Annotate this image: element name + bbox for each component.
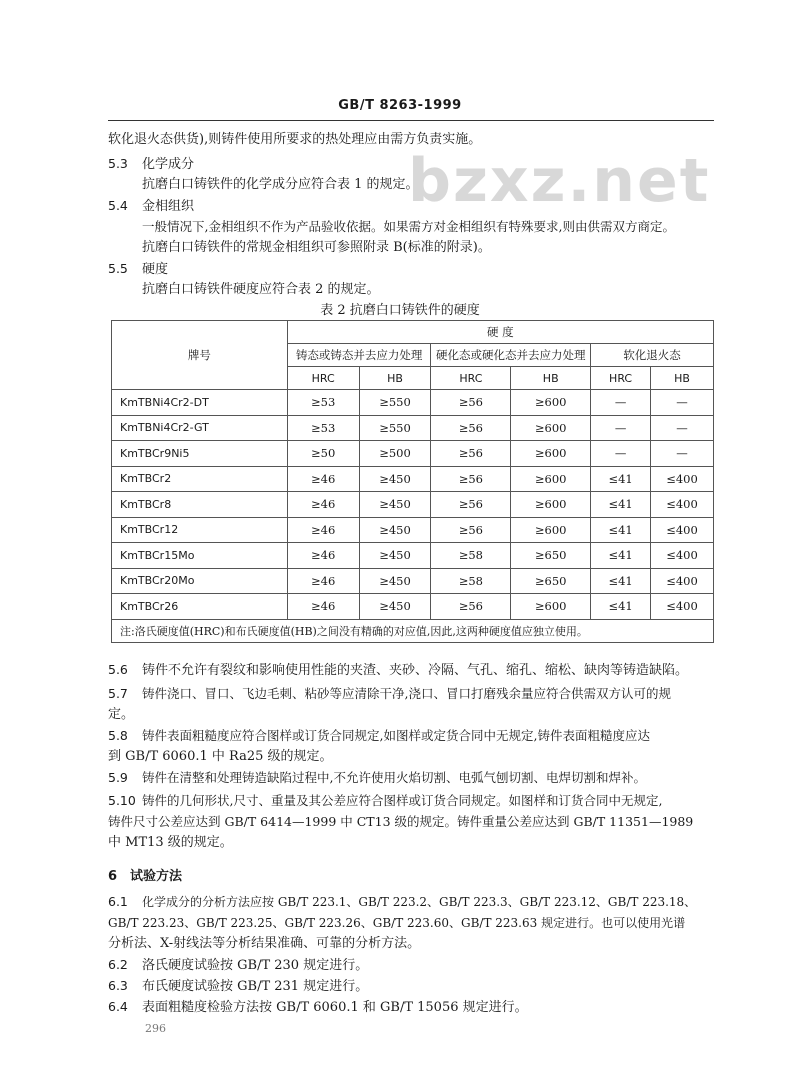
grade-cell: KmTBCr20Mo [112, 568, 288, 594]
table-cell: ≥50 [287, 441, 359, 467]
group-header-as-cast: 铸态或铸态并去应力处理 [287, 344, 431, 367]
section-text: 铸件不允许有裂纹和影响使用性能的夹渣、夹砂、冷隔、气孔、缩孔、缩松、缺肉等铸造缺陷。 [142, 663, 689, 678]
table-cell: — [591, 390, 651, 416]
section-number: 5.7 [108, 686, 128, 701]
table-cell: — [591, 415, 651, 441]
column-header-hardness: 硬 度 [287, 321, 713, 344]
group-header-hardened: 硬化态或硬化态并去应力处理 [431, 344, 591, 367]
section-5-10 [108, 792, 662, 810]
table-caption: 表 2 抗磨白口铸铁件的硬度 [320, 303, 480, 318]
table-cell: ≤41 [591, 568, 651, 594]
grade-cell: KmTBCr9Ni5 [112, 441, 288, 467]
grade-cell: KmTBNi4Cr2-GT [112, 415, 288, 441]
table-cell: ≤41 [591, 517, 651, 543]
table-cell: ≤400 [651, 466, 714, 492]
section-5-5-heading [108, 260, 168, 279]
table-cell: — [651, 390, 714, 416]
grade-cell: KmTBCr26 [112, 594, 288, 620]
section-5-4-body-1: 一般情况下,金相组织不作为产品验收依据。如果需方对金相组织有特殊要求,则由供需双方商定。 [142, 219, 675, 234]
section-number: 5.4 [108, 198, 128, 213]
table-cell: — [651, 415, 714, 441]
table-row [112, 441, 714, 467]
table-cell: ≥500 [359, 441, 431, 467]
grade-cell: KmTBNi4Cr2-DT [112, 390, 288, 416]
unit-header: HB [359, 367, 431, 390]
section-6-heading [108, 868, 182, 886]
table-cell: ≤400 [651, 594, 714, 620]
section-number: 5.9 [108, 770, 128, 785]
header-rule [108, 120, 714, 121]
table-cell: ≥46 [287, 492, 359, 518]
table-cell: ≥46 [287, 543, 359, 569]
table-cell: — [591, 441, 651, 467]
table-cell: ≥56 [431, 415, 511, 441]
grade-cell: KmTBCr8 [112, 492, 288, 518]
section-number: 6.4 [108, 999, 128, 1014]
table-cell: ≥56 [431, 492, 511, 518]
section-6-1-cont-2: 分析法、X-射线法等分析结果准确、可靠的分析方法。 [108, 936, 421, 951]
table-cell: ≥56 [431, 594, 511, 620]
section-title: 试验方法 [130, 869, 183, 884]
section-6-4 [108, 998, 528, 1017]
table-cell: ≤41 [591, 594, 651, 620]
section-number: 5.3 [108, 156, 128, 171]
table-cell: ≥46 [287, 568, 359, 594]
section-6-1-cont-1: GB/T 223.23、GB/T 223.25、GB/T 223.26、GB/T 223.60、GB/T 223.63 规定进行。也可以使用光谱 [108, 916, 686, 930]
section-title: 硬度 [142, 262, 169, 277]
table-cell: ≥58 [431, 543, 511, 569]
paragraph-continued: 软化退火态供货),则铸件使用所要求的热处理应由需方负责实施。 [108, 132, 482, 147]
table-note: 注:洛氏硬度值(HRC)和布氏硬度值(HB)之间没有精确的对应值,因此,这两种硬度值应独立使用。 [112, 619, 714, 642]
unit-header: HRC [431, 367, 511, 390]
table-cell: ≤400 [651, 568, 714, 594]
section-5-5-body: 抗磨白口铸铁件硬度应符合表 2 的规定。 [142, 282, 380, 297]
section-5-4-body-2: 抗磨白口铸铁件的常规金相组织可参照附录 B(标准的附录)。 [142, 240, 491, 255]
table-row [112, 543, 714, 569]
section-5-10-cont-1: 铸件尺寸公差应达到 GB/T 6414—1999 中 CT13 级的规定。铸件重量公差应达到 GB/T 11351—1989 [108, 814, 694, 829]
table-cell: ≥550 [359, 390, 431, 416]
table-cell: ≥53 [287, 390, 359, 416]
table-cell: ≥56 [431, 466, 511, 492]
table-cell: ≥450 [359, 594, 431, 620]
table-cell: ≥450 [359, 466, 431, 492]
table-cell: ≤41 [591, 492, 651, 518]
section-title: 金相组织 [142, 199, 195, 214]
table-cell: ≥450 [359, 492, 431, 518]
section-6-3 [108, 977, 368, 996]
grade-cell: KmTBCr12 [112, 517, 288, 543]
table-cell: ≤400 [651, 543, 714, 569]
table-cell: ≥450 [359, 543, 431, 569]
table-cell: ≥46 [287, 466, 359, 492]
grade-cell: KmTBCr2 [112, 466, 288, 492]
table-row [112, 594, 714, 620]
section-number: 6 [108, 869, 118, 884]
table-cell: — [651, 441, 714, 467]
section-5-10-cont-2: 中 MT13 级的规定。 [108, 835, 233, 850]
table-cell: ≥650 [511, 568, 591, 594]
table-row [112, 466, 714, 492]
section-title: 化学成分 [142, 157, 195, 172]
section-5-9 [108, 769, 646, 787]
section-5-7-cont: 定。 [108, 707, 135, 722]
table-cell: ≥600 [511, 594, 591, 620]
section-text: 铸件表面粗糙度应符合图样或订货合同规定,如图样或定货合同中无规定,铸件表面粗糙度应达 [142, 728, 650, 743]
section-text: 表面粗糙度检验方法按 GB/T 6060.1 和 GB/T 15056 规定进行。 [142, 1000, 528, 1015]
table-cell: ≥600 [511, 466, 591, 492]
table-cell: ≥58 [431, 568, 511, 594]
table-cell: ≤400 [651, 492, 714, 518]
table-cell: ≤400 [651, 517, 714, 543]
table-row [112, 390, 714, 416]
table-cell: ≥46 [287, 594, 359, 620]
table-cell: ≥600 [511, 441, 591, 467]
table-cell: ≥450 [359, 568, 431, 594]
table-cell: ≥46 [287, 517, 359, 543]
section-5-3-body: 抗磨白口铸铁件的化学成分应符合表 1 的规定。 [142, 177, 419, 192]
section-5-3-heading [108, 155, 194, 174]
section-number: 5.6 [108, 662, 128, 677]
section-text: 铸件的几何形状,尺寸、重量及其公差应符合图样或订货合同规定。如图样和订货合同中无规定, [142, 793, 663, 808]
section-number: 6.2 [108, 957, 128, 972]
section-6-1 [108, 893, 696, 911]
section-text: 布氏硬度试验按 GB/T 231 规定进行。 [142, 979, 369, 994]
section-number: 5.8 [108, 728, 128, 743]
section-5-6 [108, 661, 688, 680]
table-cell: ≥600 [511, 492, 591, 518]
grade-cell: KmTBCr15Mo [112, 543, 288, 569]
table-row [112, 568, 714, 594]
unit-header: HRC [591, 367, 651, 390]
section-number: 6.1 [108, 894, 128, 909]
table-cell: ≥56 [431, 390, 511, 416]
table-row [112, 492, 714, 518]
table-row [112, 415, 714, 441]
unit-header: HB [651, 367, 714, 390]
table-cell: ≥56 [431, 517, 511, 543]
table-row [112, 517, 714, 543]
table-cell: ≤41 [591, 543, 651, 569]
section-6-2 [108, 956, 368, 975]
table-cell: ≥450 [359, 517, 431, 543]
section-text: 铸件在清整和处理铸造缺陷过程中,不允许使用火焰切割、电弧气刨切割、电焊切割和焊补。 [142, 770, 646, 785]
section-number: 5.5 [108, 261, 128, 276]
hardness-table [111, 320, 714, 643]
table-cell: ≥550 [359, 415, 431, 441]
section-5-8 [108, 727, 650, 745]
section-number: 5.10 [108, 793, 136, 808]
page-header: GB/T 8263-1999 [338, 98, 462, 113]
section-5-8-cont: 到 GB/T 6060.1 中 Ra25 级的规定。 [108, 749, 333, 764]
section-5-4-heading [108, 197, 194, 216]
section-5-7 [108, 685, 671, 703]
unit-header: HB [511, 367, 591, 390]
table-cell: ≥650 [511, 543, 591, 569]
table-cell: ≥600 [511, 415, 591, 441]
table-cell: ≥53 [287, 415, 359, 441]
unit-header: HRC [287, 367, 359, 390]
watermark: bzxz.net [408, 146, 711, 216]
page-number: 296 [145, 1022, 166, 1035]
group-header-softened: 软化退火态 [591, 344, 714, 367]
table-cell: ≥56 [431, 441, 511, 467]
section-text: 洛氏硬度试验按 GB/T 230 规定进行。 [142, 958, 369, 973]
table-cell: ≤41 [591, 466, 651, 492]
table-cell: ≥600 [511, 390, 591, 416]
table-cell: ≥600 [511, 517, 591, 543]
section-text: 化学成分的分析方法应按 GB/T 223.1、GB/T 223.2、GB/T 223.3、GB/T 223.12、GB/T 223.18、 [142, 895, 697, 909]
column-header-grade: 牌号 [112, 321, 288, 390]
section-number: 6.3 [108, 978, 128, 993]
section-text: 铸件浇口、冒口、飞边毛刺、粘砂等应清除干净,浇口、冒口打磨残余量应符合供需双方认可的规 [142, 686, 671, 701]
